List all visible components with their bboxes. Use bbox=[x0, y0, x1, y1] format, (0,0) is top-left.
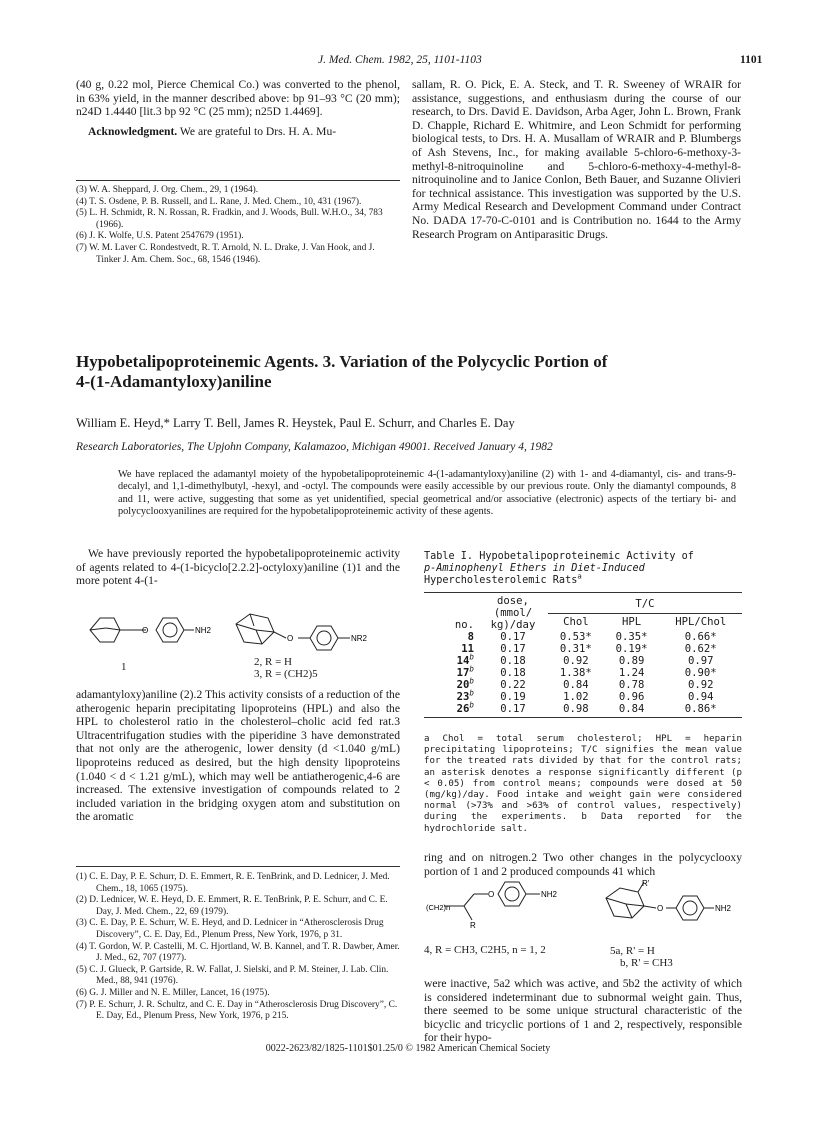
col-group-tc: T/C bbox=[548, 595, 742, 613]
title-line-1: Hypobetalipoproteinemic Agents. 3. Variation of the Polycyclic Portion of bbox=[76, 352, 608, 371]
table-top-rule bbox=[424, 592, 742, 593]
affiliation: Research Laboratories, The Upjohn Company, Kalamazoo, Michigan 49001. Received January 4, 1982 bbox=[76, 441, 553, 453]
oxygen-label-4: O bbox=[488, 890, 495, 899]
table-caption-line-1: Table I. Hypobetalipoproteinemic Activity of bbox=[424, 551, 694, 562]
reference-item: (6) J. K. Wolfe, U.S. Patent 2547679 (1951). bbox=[76, 231, 244, 242]
compound-footnote-mark: b bbox=[469, 700, 474, 710]
oxygen-label-2: O bbox=[287, 634, 294, 643]
cell-hpl-chol: 0.66* bbox=[684, 631, 717, 643]
title-line-2: 4-(1-Adamantyloxy)aniline bbox=[76, 372, 272, 391]
cell-dose: 0.19 bbox=[500, 691, 526, 703]
compound-number: 11 bbox=[461, 643, 474, 655]
cell-dose: 0.18 bbox=[500, 667, 526, 679]
cell-hpl: 0.96 bbox=[618, 691, 645, 703]
compound-number: 23 bbox=[456, 691, 470, 703]
compound-number: 26 bbox=[456, 703, 470, 715]
benzene-ring-5 bbox=[676, 896, 704, 920]
abstract: We have replaced the adamantyl moiety of the hypobetalipoproteinemic 4-(1-adamantyloxy)aniline (2) with 1- and 4-diamantyl, cis- and trans-9-decalyl, and 1,1-dimethylbutyl, -hexyl, and -octyl. The compounds were easily accessible by our previous route. Only the diamantyl compounds, 8 and 11, were active, suggesting that some as yet unidentified, special geometrical and/or associative (electronic) aspects of the tertiary bi- and polycyclooxyanilines are required for the hypobetalipoproteinemic activity of these agents. bbox=[118, 469, 736, 518]
benzene-ring-2 bbox=[310, 626, 338, 650]
reference-item: (2) D. Lednicer, W. E. Heyd, D. E. Emmert, R. E. TenBrink, P. E. Schurr, and C. E. Day, J. Med. Chem., 22, 69 (1979). bbox=[76, 895, 388, 917]
right-paragraph-1: ring and on nitrogen.2 Two other changes in the polycyclooxy portion of 1 and 2 produced compounds 41 which bbox=[424, 851, 742, 878]
intro-paragraph-2: adamantyloxy)aniline (2).2 This activity consists of a reduction of the atherogenic heparin precipitating lipoproteins (HPL) and also the HPL to cholesterol ratio in the cholesterol–cholic acid fed rat.3 Ultracentrifugation studies with the piperidine 3 have demonstrated that not only are the atherogenic, lower density (d <1.040 g/mL) lipoproteins reduced as desired, but the high density lipoproteins (1.040 < d < 1.21 g/mL), which may well be antiatherogenic,4-6 are increased. The extensive investigation of compounds related to 2 included variation in the bridging oxygen atom and substitution on the aromatic bbox=[76, 688, 400, 824]
right-paragraph-2: were inactive, 5a2 which was active, and 5b2 the activity of which is considered indeterminant due to subnormal weight gain. Thus, there seemed to be some unique structural characteristic of the bicyclic and tricyclic portions of 1 and 2, respectively, responsible for their hypo- bbox=[424, 977, 742, 1045]
cell-hpl-chol: 0.86* bbox=[684, 703, 717, 715]
article-title bbox=[76, 352, 740, 392]
cell-compound-no bbox=[424, 700, 478, 715]
adamantane-cage bbox=[236, 614, 274, 644]
page-number: 1101 bbox=[740, 54, 763, 66]
cell-dose: 0.17 bbox=[500, 643, 526, 655]
reference-item: (4) T. Gordon, W. P. Castelli, M. C. Hjortland, W. B. Kannel, and T. R. Dawber, Amer. J. Med., 62, 707 (1977). bbox=[76, 941, 400, 964]
nh2-label-5: NH2 bbox=[715, 904, 732, 913]
compound-footnote-mark: b bbox=[469, 664, 474, 674]
page-footer: 0022-2623/82/1825-1101$01.25/0 © 1982 American Chemical Society bbox=[265, 1043, 551, 1054]
cell-dose: 0.17 bbox=[500, 631, 526, 643]
compound-label-1: 1 bbox=[121, 661, 127, 673]
compound-number: 20 bbox=[456, 679, 470, 691]
bicyclooctane-cage bbox=[90, 618, 120, 642]
compound-footnote-mark: b bbox=[469, 676, 474, 686]
r-prime-label: R' bbox=[642, 880, 650, 888]
table-bottom-rule bbox=[424, 717, 742, 718]
adamantane-cage-5 bbox=[606, 888, 644, 918]
nh2-label-4: NH2 bbox=[541, 890, 558, 899]
authors: William E. Heyd,* Larry T. Bell, James R. Heystek, Paul E. Schurr, and Charles E. Day bbox=[76, 416, 515, 430]
article-references bbox=[76, 872, 400, 1023]
cell-hpl-chol: 0.90* bbox=[684, 667, 717, 679]
benzene-ring-1 bbox=[156, 618, 184, 642]
cell-chol: 1.38* bbox=[559, 667, 592, 679]
compound-label-5b: b, R' = CH3 bbox=[620, 957, 673, 969]
col-header-hpl-chol: HPL/Chol bbox=[675, 616, 727, 629]
reference-item: (5) C. J. Glueck, P. Gartside, R. W. Fallat, J. Sielski, and P. M. Steiner, J. Lab. Clin. Med., 88, 941 (1976). bbox=[76, 964, 389, 987]
cell-hpl: 0.89 bbox=[618, 655, 645, 667]
compound-label-3: 3, R = (CH2)5 bbox=[254, 668, 318, 680]
table-row bbox=[424, 631, 742, 643]
oxygen-label-1: O bbox=[142, 626, 149, 635]
compound-label-4: 4, R = CH3, C2H5, n = 1, 2 bbox=[424, 944, 546, 956]
compound-label-2: 2, R = H bbox=[254, 656, 292, 668]
structure-diagram-1-2-3 bbox=[76, 600, 400, 670]
cell-hpl: 0.78 bbox=[618, 679, 645, 691]
compound-number: 8 bbox=[467, 631, 474, 643]
cell-chol: 0.98 bbox=[563, 703, 589, 715]
cell-chol: 0.84 bbox=[563, 679, 589, 691]
compound-label-5a: 5a, R' = H bbox=[610, 945, 655, 957]
table-caption-line-3-text: Hypercholesterolemic Rats bbox=[424, 575, 578, 586]
compound-number: 17 bbox=[456, 667, 470, 679]
cell-hpl-chol: 0.62* bbox=[684, 643, 717, 655]
table-body bbox=[424, 631, 742, 715]
nr2-label: NR2 bbox=[351, 634, 368, 643]
footnote-rule-2 bbox=[76, 866, 400, 867]
cell-hpl-chol: 0.94 bbox=[687, 691, 714, 703]
acknowledgment-text: We are grateful to Drs. H. A. Mu- bbox=[179, 124, 337, 138]
acknowledgment bbox=[76, 125, 400, 139]
cell-hpl: 0.84 bbox=[618, 703, 645, 715]
table-footnotes bbox=[424, 734, 742, 835]
table-footnote-b: b Data reported for the hydrochloride salt. bbox=[424, 812, 742, 834]
compound-footnote-mark: b bbox=[469, 652, 474, 662]
cell-chol: 1.02 bbox=[563, 691, 589, 703]
compound-number: 14 bbox=[456, 655, 470, 667]
cell-chol: 0.53* bbox=[559, 631, 592, 643]
reference-item: (7) P. E. Schurr, J. R. Schultz, and C. E. Day in “Atherosclerosis Drug Discovery”, C. E. Day, Ed., Plenum Press, New York, 1976, p 215. bbox=[76, 999, 398, 1022]
intro-paragraph-1: We have previously reported the hypobetalipoproteinemic activity of agents related to 4-(1-bicyclo[2.2.2]-octyloxy)aniline (1)1 and the more potent 4-(1- bbox=[76, 547, 400, 588]
col-header-no: no. bbox=[454, 619, 474, 631]
cell-hpl: 0.35* bbox=[615, 631, 648, 643]
cell-hpl-chol: 0.92 bbox=[687, 679, 714, 691]
table-caption-sup: a bbox=[577, 571, 582, 581]
cell-chol: 0.31* bbox=[559, 643, 592, 655]
cell-dose: 0.22 bbox=[500, 679, 526, 691]
table-1-grid bbox=[424, 595, 742, 715]
reference-item: (5) L. H. Schmidt, R. N. Rossan, R. Fradkin, and J. Woods, Bull. W.H.O., 34, 783 (1966). bbox=[76, 208, 383, 230]
nh2-label-1: NH2 bbox=[195, 626, 212, 635]
ch2n-label: (CH2)n bbox=[426, 903, 451, 912]
structure-diagram-4-5 bbox=[424, 880, 742, 942]
cell-chol: 0.92 bbox=[563, 655, 589, 667]
table-row bbox=[424, 703, 742, 715]
reference-item: (4) T. S. Osdene, P. B. Russell, and L. Rane, J. Med. Chem., 10, 431 (1967). bbox=[76, 196, 362, 207]
reference-item: (3) W. A. Sheppard, J. Org. Chem., 29, 1 (1964). bbox=[76, 185, 259, 195]
cell-dose: 0.18 bbox=[500, 655, 526, 667]
cell-hpl: 1.24 bbox=[618, 667, 645, 679]
benzene-ring-4 bbox=[498, 882, 526, 906]
reference-item: (7) W. M. Laver C. Rondestvedt, R. T. Arnold, N. L. Drake, J. Van Hook, and J. Tinker J. Am. Chem. Soc., 68, 1546 (1946). bbox=[76, 242, 375, 265]
running-header: J. Med. Chem. 1982, 25, 1101-1103 bbox=[318, 54, 482, 66]
prev-article-left-text bbox=[76, 78, 400, 138]
prev-article-references bbox=[76, 185, 400, 266]
reference-item: (1) C. E. Day, P. E. Schurr, D. E. Emmert, R. E. TenBrink, and D. Lednicer, J. Med. Chem., 18, 1065 (1975). bbox=[76, 872, 390, 894]
oxygen-label-5: O bbox=[657, 904, 664, 913]
reference-item: (3) C. E. Day, P. E. Schurr, W. E. Heyd, and D. Lednicer in “Atherosclerosis Drug Discovery”, C. E. Day, Ed., Plenum Press, New York, 1976, p 31. bbox=[76, 918, 384, 940]
cell-hpl-chol: 0.97 bbox=[687, 655, 714, 667]
prev-acknowledgment-cont: sallam, R. O. Pick, E. A. Steck, and T. R. Sweeney of WRAIR for assistance, suggestions, and enthusiasm during the course of our research, to Drs. David E. Davidson, Arba Ager, John L. Brown, Frank D. Chapple, Richard E. Whitmire, and Leon Schmidt for performing biological tests, to Drs. H. A. Musallam of WRAIR and P. Blumbergs of Ash Stevens, Inc., for making available 5-chloro-6-methoxy-3-methyl-8-nitroquinoline and 5-chloro-6-methoxy-4-methyl-8-nitroquinoline and to Janice Conlon, Beth Bauer, and Suzanne Olivieri for technical assistance. This investigation was supported by the U.S. Army Medical Research and Development Command under Contract No. DADA 17-70-C-0101 and is Contribution no. 1644 to the Army Research Program on Antiparasitic Drugs. bbox=[412, 78, 741, 241]
col-header-hpl: HPL bbox=[622, 616, 642, 629]
prev-article-right-text bbox=[412, 78, 741, 241]
compound-footnote-mark: b bbox=[469, 688, 474, 698]
table-footnote-a: a Chol = total serum cholesterol; HPL = heparin precipitating lipoproteins; T/C signifies the mean value for the treated rats divided by that for the control rats; an asterisk denotes a response significantly different (p < 0.05) from control means; compounds were dosed at 50 (mg/kg)/day. Food intake and weight gain were considered normal (>73% and >63% of control values, respectively) during the experiments. bbox=[424, 734, 742, 823]
r-label-4: R bbox=[470, 921, 476, 930]
footnote-rule bbox=[76, 180, 400, 181]
table-caption bbox=[424, 551, 744, 587]
cell-hpl: 0.19* bbox=[615, 643, 648, 655]
acknowledgment-label: Acknowledgment. bbox=[88, 124, 178, 138]
cell-dose: 0.17 bbox=[500, 703, 526, 715]
reference-item: (6) G. J. Miller and N. E. Miller, Lancet, 16 (1975). bbox=[76, 987, 270, 998]
table-1 bbox=[424, 592, 742, 718]
prev-experimental-text: (40 g, 0.22 mol, Pierce Chemical Co.) was converted to the phenol, in 63% yield, in the manner described above: bp 91–93 °C (20 mm); n24D 1.4440 [lit.3 bp 92 °C (25 mm); n25D 1.4469]. bbox=[76, 78, 400, 119]
cell-compound-no bbox=[424, 631, 478, 643]
col-header-dose: dose, (mmol/ kg)/day bbox=[490, 595, 536, 631]
table-caption-line-3 bbox=[424, 571, 744, 587]
table-caption-line-2: p-Aminophenyl Ethers in Diet-Induced bbox=[424, 563, 645, 574]
col-header-chol: Chol bbox=[563, 616, 589, 629]
